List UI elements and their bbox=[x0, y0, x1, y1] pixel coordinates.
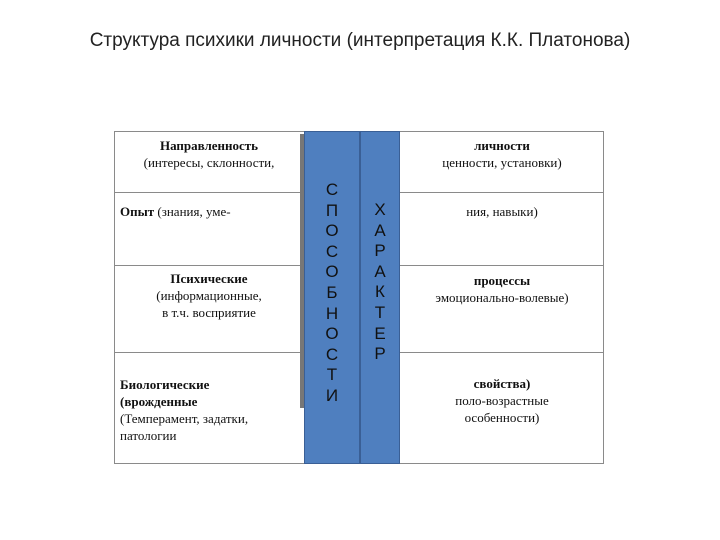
row-divider bbox=[400, 265, 604, 266]
abilities-letter: И bbox=[325, 385, 339, 405]
abilities-letter: Б bbox=[326, 282, 338, 302]
mental-detail-1: (информационные, bbox=[156, 288, 262, 303]
orientation-detail: (интересы, склонности, bbox=[143, 155, 275, 170]
character-letter: Т bbox=[374, 302, 386, 322]
row-divider bbox=[400, 352, 604, 353]
character-column bbox=[360, 131, 400, 464]
abilities-letter: Т bbox=[326, 365, 338, 385]
biological-detail-1: (Темперамент, задатки, bbox=[120, 411, 249, 426]
experience-detail: (знания, уме- bbox=[154, 204, 231, 219]
character-letter: А bbox=[374, 220, 386, 240]
row-divider bbox=[114, 352, 304, 353]
biological-subtitle: (врожденные bbox=[120, 394, 198, 409]
character-letter: А bbox=[374, 261, 386, 281]
orientation-title: Направленность bbox=[159, 138, 259, 153]
row-divider bbox=[400, 192, 604, 193]
character-letter: К bbox=[375, 282, 385, 302]
left-cell-biological bbox=[114, 376, 304, 444]
orientation-right-title: личности bbox=[474, 138, 530, 153]
left-cell-mental bbox=[114, 270, 304, 321]
mental-title: Психические bbox=[170, 271, 248, 286]
orientation-right-detail: ценности, установки) bbox=[442, 155, 562, 170]
character-letter: Х bbox=[374, 200, 386, 219]
character-letter: Р bbox=[374, 344, 386, 364]
character-letter: Е bbox=[374, 323, 386, 343]
biological-detail-2: патологии bbox=[120, 428, 177, 443]
mental-right-title: процессы bbox=[473, 273, 531, 288]
abilities-letter: П bbox=[325, 200, 339, 220]
left-cell-orientation bbox=[114, 137, 304, 171]
abilities-letter: Н bbox=[325, 303, 339, 323]
abilities-letter: С bbox=[325, 180, 339, 199]
biological-title: Биологические bbox=[120, 377, 210, 392]
mental-right-detail: эмоционально-волевые) bbox=[435, 290, 569, 305]
experience-right-detail: ния, навыки) bbox=[466, 204, 538, 219]
abilities-letter: С bbox=[325, 344, 339, 364]
character-letter: Р bbox=[374, 241, 386, 261]
right-cell-mental bbox=[400, 272, 604, 306]
mental-detail-2: в т.ч. восприятие bbox=[162, 305, 256, 320]
right-cell-biological bbox=[400, 375, 604, 426]
right-cell-orientation bbox=[400, 137, 604, 171]
abilities-letter: О bbox=[325, 262, 339, 282]
abilities-letter: О bbox=[325, 324, 339, 344]
row-divider bbox=[114, 192, 304, 193]
row-divider bbox=[114, 265, 304, 266]
experience-title: Опыт bbox=[120, 204, 155, 219]
right-cell-experience bbox=[400, 203, 604, 220]
left-cell-experience bbox=[114, 203, 304, 220]
page-title: Структура психики личности (интерпретация К.К. Платонова) bbox=[89, 30, 631, 51]
abilities-letter: С bbox=[325, 241, 339, 261]
biological-right-detail-2: особенности) bbox=[464, 410, 540, 425]
abilities-letter: О bbox=[325, 221, 339, 241]
abilities-column bbox=[304, 131, 360, 464]
biological-right-title: свойства) bbox=[473, 376, 531, 391]
biological-right-detail-1: поло-возрастные bbox=[455, 393, 549, 408]
